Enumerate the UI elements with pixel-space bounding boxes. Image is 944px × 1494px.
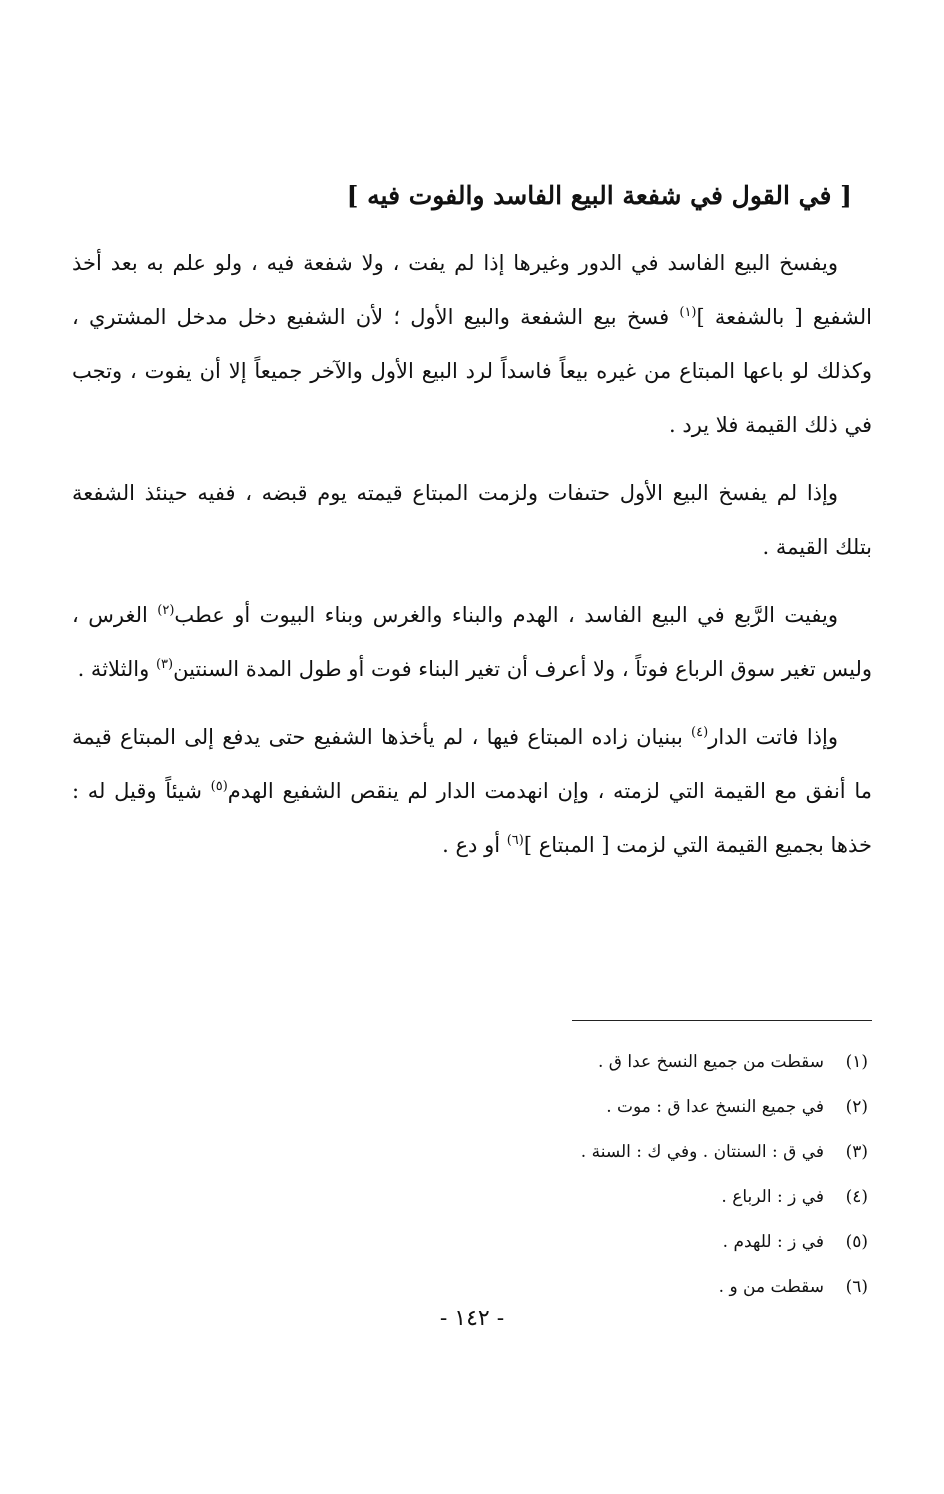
footnote xyxy=(300,1265,868,1310)
paragraph-text: شيئاً وقيل له : خذها بجميع القيمة التي لزمت [ المبتاع ] xyxy=(72,779,872,857)
footnote-text: في جميع النسخ عدا ق : موت . xyxy=(606,1097,824,1117)
paragraph-text: ببنيان زاده المبتاع فيها ، لم يأخذها الشفيع حتى يدفع إلى المبتاع قيمة ما أنفق مع القيمة التي لزمته ، وإن انهدمت الدار لم ينقص الشفيع الهدم xyxy=(72,725,872,803)
footnote-number: (٣) xyxy=(845,1142,868,1162)
page-number: - ١٤٢ - xyxy=(439,1306,505,1331)
footnote-marker: (٤) xyxy=(691,725,709,740)
paragraph-text: فسخ بيع الشفعة والبيع الأول ؛ لأن الشفيع دخل مدخل المشتري ، وكذلك لو باعها المبتاع من غيره بيعاً فاسداً لرد البيع الأول والآخر جميعاً إلا أن يفوت ، وتجب في ذلك القيمة فلا يرد . xyxy=(72,305,872,437)
paragraph-text: الغرس ، وليس تغير سوق الرباع فوتاً ، ولا أعرف أن تغير البناء فوت أو طول المدة السنتين xyxy=(72,603,872,681)
paragraph-text: وإذا لم يفسخ البيع الأول حتىفات ولزمت المبتاع قيمته يوم قبضه ، ففيه حينئذ الشفعة بتلك القيمة . xyxy=(72,481,872,559)
paragraph-text: أو دع . xyxy=(442,833,507,857)
paragraph-text: ويفسخ البيع الفاسد في الدور وغيرها إذا لم يفت ، ولا شفعة فيه ، ولو علم به بعد أخذ الشفيع [ بالشفعة ] xyxy=(72,251,872,329)
footnote-marker: (٢) xyxy=(157,603,175,618)
paragraph xyxy=(72,236,872,452)
paragraph xyxy=(72,710,872,872)
footnote xyxy=(300,1085,868,1130)
footnote-divider xyxy=(572,1020,872,1021)
footnote-number: (٢) xyxy=(845,1097,868,1117)
footnote-number: (١) xyxy=(845,1052,868,1072)
footnote-marker: (٥) xyxy=(210,779,228,794)
footnote-marker: (١) xyxy=(679,305,697,320)
paragraph-text: وإذا فاتت الدار xyxy=(708,725,838,749)
body-text xyxy=(72,236,872,886)
footnote-marker: (٣) xyxy=(155,657,174,672)
footnote-number: (٦) xyxy=(845,1277,868,1297)
footnote xyxy=(300,1040,868,1085)
footnote-text: سقطت من جميع النسخ عدا ق . xyxy=(597,1052,824,1072)
footnote-text: في ق : السنتان . وفي ك : السنة . xyxy=(580,1142,824,1162)
paragraph-text: والثلاثة . xyxy=(77,657,156,681)
footnote xyxy=(300,1220,868,1265)
section-title: [ في القول في شفعة البيع الفاسد والفوت فيه ] xyxy=(346,181,852,210)
paragraph-text: ويفيت الرَّبع في البيع الفاسد ، الهدم والبناء والغرس وبناء البيوت أو عطب xyxy=(174,603,839,627)
paragraph xyxy=(72,466,872,574)
footnote xyxy=(300,1175,868,1220)
footnote xyxy=(300,1130,868,1175)
paragraph xyxy=(72,588,872,696)
footnote-text: في ز : الرباع . xyxy=(721,1187,824,1207)
footnote-number: (٥) xyxy=(845,1232,868,1252)
footnote-marker: (٦) xyxy=(506,833,524,848)
footnote-text: في ز : للهدم . xyxy=(722,1232,824,1252)
footnotes xyxy=(300,1040,868,1310)
footnote-number: (٤) xyxy=(845,1187,868,1207)
footnote-text: سقطت من و . xyxy=(718,1277,824,1297)
